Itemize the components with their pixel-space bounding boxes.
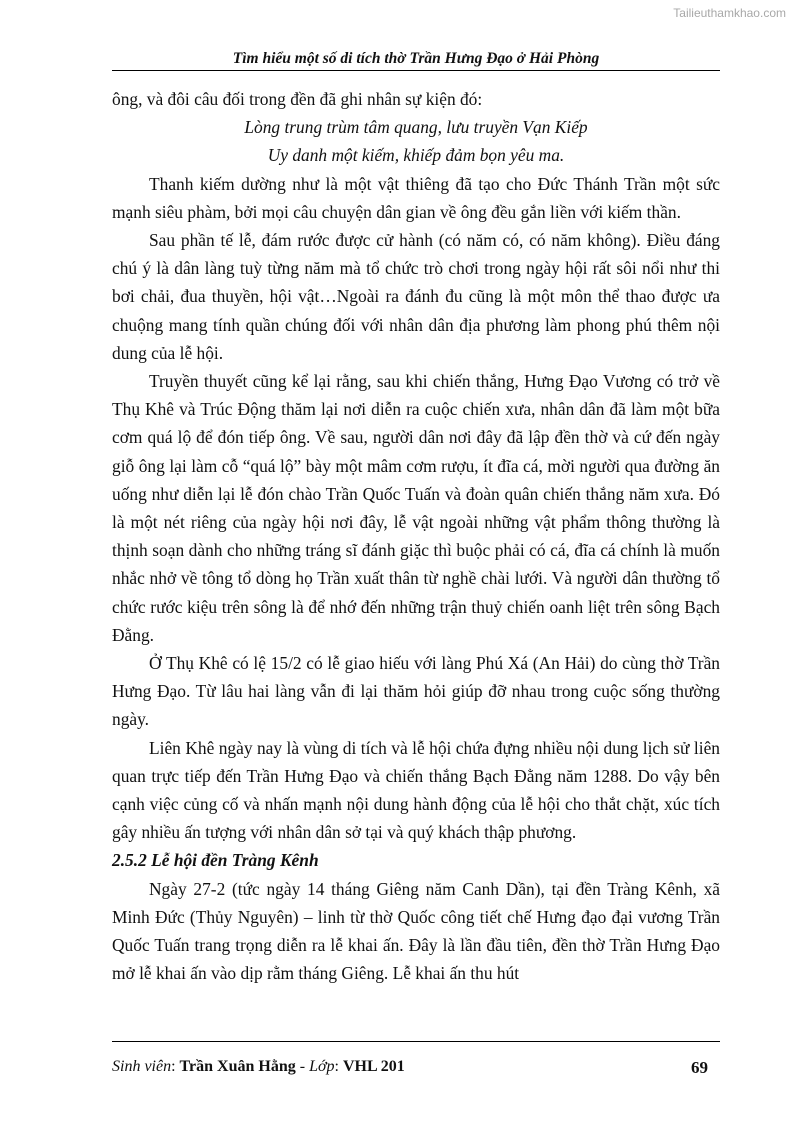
section-heading: 2.5.2 Lễ hội đền Tràng Kênh [112,850,319,871]
class-label: Lớp [309,1058,335,1075]
paragraph-procession: Sau phần tế lễ, đám rước được cử hành (có năm có, có năm không). Điều đáng chú ý là dân làng tuỳ từng năm mà tổ chức trò chơi trong ngày hội rất sôi nổi như thi bơi chải, đua thuyền, hội vật…Ngoài ra đánh đu cũng là một môn thể thao được ưa chuộng mang tính quần chúng đối với nhân dân địa phương làm phong phú thêm nội dung của lễ hội. [112,230,720,363]
verse-line-2: Uy danh một kiếm, khiếp đảm bọn yêu ma. [267,145,565,166]
paragraph-thu-khe: Ở Thụ Khê có lệ 15/2 có lễ giao hiếu với làng Phú Xá (An Hải) do cùng thờ Trần Hưng Đạo. Từ lâu hai làng vẫn đi lại thăm hỏi giúp đỡ nhau trong cuộc sống thường ngày. [112,653,720,730]
verse-line-1: Lòng trung trùm tâm quang, lưu truyền Vạn Kiếp [244,117,588,138]
footer-divider [112,1041,720,1042]
paragraph-trang-kenh: Ngày 27-2 (tức ngày 14 tháng Giêng năm Canh Dần), tại đền Tràng Kênh, xã Minh Đức (Thủy Nguyên) – linh từ thờ Quốc công tiết chế Hưng đạo đại vương Trần Quốc Tuấn trang trọng diễn ra lễ khai ấn. Đây là lần đầu tiên, đền thờ Trần Hưng Đạo mở lễ khai ấn vào dịp rằm tháng Giêng. Lễ khai ấn thu hút [112,878,720,984]
header-divider [112,70,720,71]
student-name: Trần Xuân Hằng [179,1058,296,1075]
paragraph-sword: Thanh kiếm dường như là một vật thiêng đã tạo cho Đức Thánh Trần một sức mạnh siêu phàm, bởi mọi câu chuyện dân gian về ông đều gắn liền với kiếm thần. [112,173,720,222]
student-label: Sinh viên [112,1058,172,1075]
paragraph-lien-khe: Liên Khê ngày nay là vùng di tích và lễ hội chứa đựng nhiều nội dung lịch sử liên quan trực tiếp đến Trần Hưng Đạo và chiến thắng Bạch Đằng năm 1288. Do vậy bên cạnh việc củng cố và nhấn mạnh nội dung hành động của lễ hội cho thắt chặt, xúc tích gây nhiều ấn tượng với nhân dân sở tại và quý khách thập phương. [112,737,720,843]
page-header-title: Tìm hiểu một số di tích thờ Trần Hưng Đạo ở Hải Phòng [232,50,600,67]
footer-student-info: Sinh viên: Trần Xuân Hằng - Lớp: VHL 201 [112,1058,405,1075]
page-number: 69 [691,1058,708,1077]
class-name: VHL 201 [342,1058,405,1075]
page-content [112,85,720,988]
watermark: Tailieuthamkhao.com [673,6,786,20]
paragraph-legend: Truyền thuyết cũng kể lại rằng, sau khi chiến thắng, Hưng Đạo Vương có trở về Thụ Khê và Trúc Động thăm lại nơi diễn ra cuộc chiến xưa, nhân dân đã làm một bữa cơm quá lộ để đón tiếp ông. Về sau, người dân nơi đây đã lập đền thờ và cứ đến ngày giỗ ông lại làm cỗ “quá lộ” bày một mâm cơm rượu, ít đĩa cá, mời người qua đường ăn uống như diễn lại lễ đón chào Trần Quốc Tuấn và đoàn quân chiến thắng năm xưa. Đó là một nét riêng của ngày hội nơi đây, lễ vật ngoài những vật phẩm thông thường là thịnh soạn dành cho những tráng sĩ đánh giặc thì buộc phải có cá, đĩa cá chính là muốn nhắc nhở về tông tổ dòng họ Trần xuất thân từ nghề chài lưới. Và người dân thường tổ chức rước kiệu trên sông là để nhớ đến những trận thuỷ chiến oanh liệt trên sông Bạch Đằng. [112,371,720,645]
paragraph-continuation: ông, và đôi câu đối trong đền đã ghi nhân sự kiện đó: [112,89,483,109]
